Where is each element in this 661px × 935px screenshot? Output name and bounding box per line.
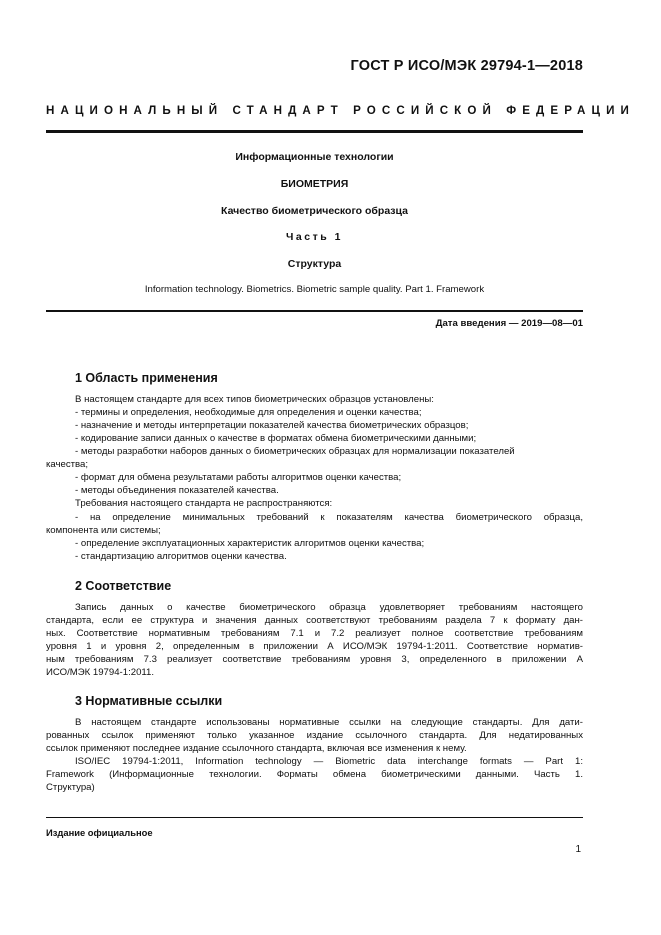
section-1-line: - методы разработки наборов данных о биометрических образцах для нормализации показателей: [75, 446, 515, 457]
national-standard-title: НАЦИОНАЛЬНЫЙ СТАНДАРТ РОССИЙСКОЙ ФЕДЕРАЦИИ: [46, 104, 635, 117]
section-3-line: Framework (Информационные технологии. Форматы обмена биометрическими данными. Часть 1.: [46, 769, 583, 780]
introduction-date: Дата введения — 2019—08—01: [435, 318, 583, 329]
footer-divider: [46, 817, 583, 818]
section-3-line: ISO/IEC 19794-1:2011, Information technology — Biometric data interchange formats — Part 1:: [75, 756, 583, 767]
section-1-line: В настоящем стандарте для всех типов биометрических образцов установлены:: [75, 394, 434, 405]
english-title: Information technology. Biometrics. Biometric sample quality. Part 1. Framework: [144, 284, 485, 295]
section-2-line: ным требованиям 7.3 реализует соответствие требованиям уровня 3, определенного в приложении А: [46, 654, 583, 665]
title-line-2: БИОМЕТРИЯ: [280, 178, 349, 190]
section-1-line: - стандартизацию алгоритмов оценки качества.: [75, 551, 287, 562]
section-1-line: компонента или системы;: [46, 525, 161, 536]
section-2-line: уровня 1 и уровня 2, определенным в приложении А ИСО/МЭК 19794-1:2011. Соответствие норматив-: [46, 641, 583, 652]
document-code: ГОСТ Р ИСО/МЭК 29794-1—2018: [350, 58, 583, 74]
section-1-line: - формат для обмена результатами работы алгоритмов оценки качества;: [75, 472, 402, 483]
section-1-heading: 1 Область применения: [75, 371, 218, 385]
section-3-line: Структура): [46, 782, 95, 793]
section-1-line: качества;: [46, 459, 89, 470]
section-3-line: В настоящем стандарте использованы нормативные ссылки на следующие стандарты. Для дати-: [75, 717, 583, 728]
title-line-3: Качество биометрического образца: [221, 205, 408, 217]
section-2-line: стандарта, если ее структура и значения данных соответствуют требованиям раздела 7 к формату дан-: [46, 615, 583, 626]
title-line-4: Часть 1: [286, 231, 343, 243]
section-3-heading: 3 Нормативные ссылки: [75, 694, 223, 708]
section-3-line: ссылок применяют последнее издание ссылочного стандарта, включая все изменения к нему.: [46, 743, 467, 754]
header-divider: [46, 130, 583, 133]
section-2-heading: 2 Соответствие: [75, 579, 172, 593]
section-2-line: ИСО/МЭК 19794-1:2011.: [46, 667, 155, 678]
section-2-line: ных. Соответствие нормативным требованиям 7.1 и 7.2 реализует полное соответствие требованиям: [46, 628, 583, 639]
section-3-line: рованных ссылок применяют только указанное издание ссылочного стандарта. Для недатированных: [46, 730, 583, 741]
title-divider: [46, 310, 583, 312]
section-2-line: Запись данных о качестве биометрического образца удовлетворяет требованиям настоящего: [75, 602, 583, 613]
title-line-1: Информационные технологии: [235, 151, 394, 163]
section-1-line: - кодирование записи данных о качестве в форматах обмена биометрическими данными;: [75, 433, 477, 444]
section-1-line: - на определение минимальных требований к показателям качества биометрического образца,: [75, 512, 583, 523]
section-1-line: - термины и определения, необходимые для определения и оценки качества;: [75, 407, 422, 418]
section-1-line: - определение эксплуатационных характеристик алгоритмов оценки качества;: [75, 538, 425, 549]
title-line-5: Структура: [287, 258, 342, 270]
official-edition-label: Издание официальное: [46, 827, 153, 838]
section-1-line: - методы объединения показателей качества.: [75, 485, 279, 496]
section-1-line: Требования настоящего стандарта не распространяются:: [75, 498, 333, 509]
page-number: 1: [575, 844, 581, 855]
section-1-line: - назначение и методы интерпретации показателей качества биометрических образцов;: [75, 420, 469, 431]
